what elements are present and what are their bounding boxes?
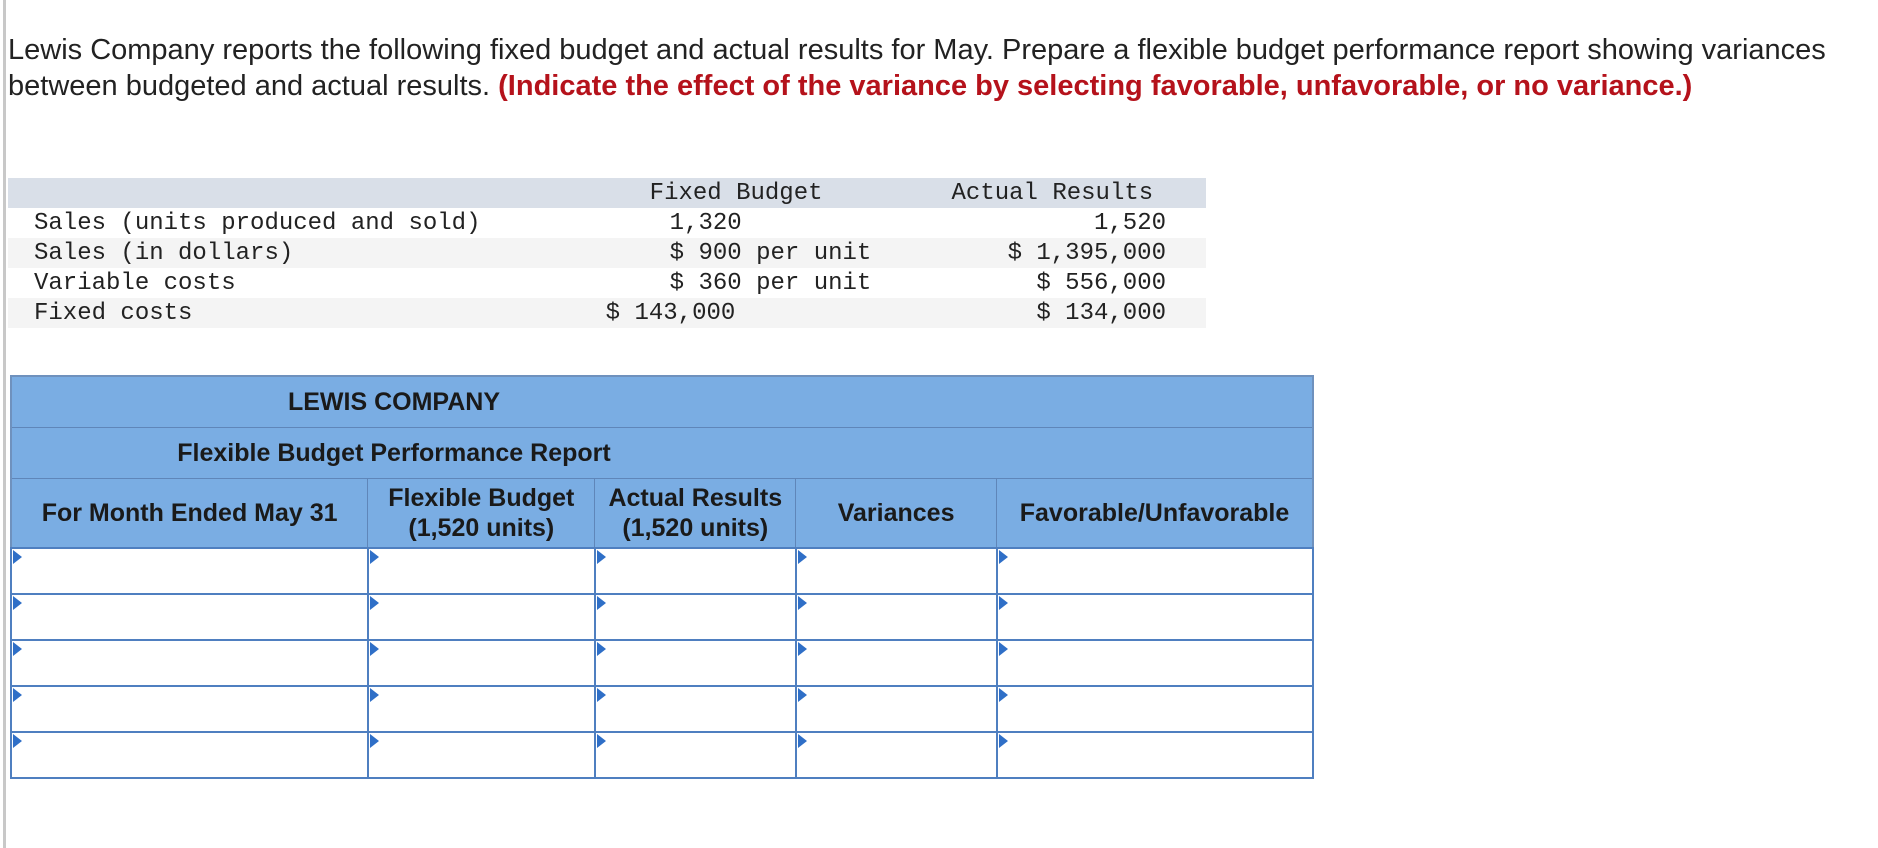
favorable-unfavorable-select-cell[interactable] xyxy=(997,640,1313,686)
flexible-budget-input-cell[interactable] xyxy=(368,640,595,686)
report-input-rows xyxy=(11,548,1313,778)
fixed-unit: per unit xyxy=(741,239,872,267)
variance-input[interactable] xyxy=(797,687,996,731)
actual-results-input-cell[interactable] xyxy=(595,640,796,686)
label-input-cell[interactable] xyxy=(11,640,368,686)
left-border xyxy=(3,0,6,848)
dropdown-marker-icon[interactable] xyxy=(370,642,379,656)
actual-results-input-cell[interactable] xyxy=(595,548,796,594)
favorable-unfavorable-select-cell[interactable] xyxy=(997,686,1313,732)
favorable-unfavorable-select-cell[interactable] xyxy=(997,548,1313,594)
data-header-blank xyxy=(8,178,580,208)
data-row-actual: 1,520 xyxy=(1093,209,1166,237)
question-text xyxy=(8,32,1868,104)
dropdown-marker-icon[interactable] xyxy=(13,688,22,702)
fixed-value: $ 360 xyxy=(669,269,742,297)
variance-input-cell[interactable] xyxy=(796,594,997,640)
variance-input-cell[interactable] xyxy=(796,686,997,732)
dropdown-marker-icon[interactable] xyxy=(370,550,379,564)
label-input-cell[interactable] xyxy=(11,732,368,778)
label-input[interactable] xyxy=(12,595,367,639)
favorable-unfavorable-select[interactable] xyxy=(998,733,1312,777)
header-fixed-budget: Fixed Budget xyxy=(580,178,928,208)
col-flexible-budget xyxy=(368,479,595,549)
col-favorable-unfavorable: Favorable/Unfavorable xyxy=(997,479,1313,549)
actual-results-input[interactable] xyxy=(596,733,795,777)
favorable-unfavorable-select-cell[interactable] xyxy=(997,732,1313,778)
favorable-unfavorable-select-cell[interactable] xyxy=(997,594,1313,640)
question-body: Lewis Company reports the following fixed budget and actual results for May. Prepare a flexible budget performance report showing variances between budgeted and actual results. xyxy=(8,34,1826,102)
col-actual-results xyxy=(595,479,796,549)
header-actual-results: Actual Results xyxy=(928,178,1206,208)
dropdown-marker-icon[interactable] xyxy=(798,596,807,610)
question-instruction: (Indicate the effect of the variance by selecting favorable, unfavorable, or no variance.) xyxy=(498,70,1693,102)
dropdown-marker-icon[interactable] xyxy=(999,734,1008,748)
favorable-unfavorable-select[interactable] xyxy=(998,641,1312,685)
col-variances: Variances xyxy=(796,479,997,549)
actual-results-input[interactable] xyxy=(596,641,795,685)
dropdown-marker-icon[interactable] xyxy=(370,734,379,748)
fixed-value: 1,320 xyxy=(669,209,742,237)
dropdown-marker-icon[interactable] xyxy=(999,596,1008,610)
dropdown-marker-icon[interactable] xyxy=(597,734,606,748)
label-input[interactable] xyxy=(12,641,367,685)
report-title-row xyxy=(11,428,1313,479)
dropdown-marker-icon[interactable] xyxy=(999,550,1008,564)
dropdown-marker-icon[interactable] xyxy=(597,642,606,656)
dropdown-marker-icon[interactable] xyxy=(13,642,22,656)
dropdown-marker-icon[interactable] xyxy=(13,550,22,564)
actual-results-input[interactable] xyxy=(596,687,795,731)
dropdown-marker-icon[interactable] xyxy=(597,596,606,610)
favorable-unfavorable-select[interactable] xyxy=(998,549,1312,593)
dropdown-marker-icon[interactable] xyxy=(597,688,606,702)
favorable-unfavorable-select[interactable] xyxy=(998,595,1312,639)
data-row-fixed xyxy=(580,208,928,238)
dropdown-marker-icon[interactable] xyxy=(13,596,22,610)
label-input[interactable] xyxy=(12,549,367,593)
dropdown-marker-icon[interactable] xyxy=(798,642,807,656)
data-row xyxy=(8,268,1206,298)
label-input-cell[interactable] xyxy=(11,686,368,732)
dropdown-marker-icon[interactable] xyxy=(798,688,807,702)
data-row xyxy=(8,238,1206,268)
favorable-unfavorable-select[interactable] xyxy=(998,687,1312,731)
report-input-row xyxy=(11,686,1313,732)
variance-input[interactable] xyxy=(797,595,996,639)
given-data-table xyxy=(8,178,1206,328)
variance-input[interactable] xyxy=(797,549,996,593)
data-row-actual: $ 134,000 xyxy=(928,298,1206,328)
label-input-cell[interactable] xyxy=(11,548,368,594)
flexible-budget-report xyxy=(10,375,1314,779)
dropdown-marker-icon[interactable] xyxy=(999,642,1008,656)
report-company xyxy=(11,376,1313,428)
data-row-fixed xyxy=(580,268,928,298)
flexible-budget-input[interactable] xyxy=(369,595,594,639)
variance-input[interactable] xyxy=(797,733,996,777)
col-flexible-budget-line1: Flexible Budget xyxy=(388,484,575,512)
flexible-budget-input-cell[interactable] xyxy=(368,548,595,594)
report-company-row xyxy=(11,376,1313,428)
data-row-fixed xyxy=(580,298,928,328)
dropdown-marker-icon[interactable] xyxy=(798,550,807,564)
data-row-fixed xyxy=(580,238,928,268)
flexible-budget-input[interactable] xyxy=(369,687,594,731)
data-row-label: Fixed costs xyxy=(8,298,580,328)
actual-results-input-cell[interactable] xyxy=(595,686,796,732)
dropdown-marker-icon[interactable] xyxy=(13,734,22,748)
report-input-row xyxy=(11,548,1313,594)
actual-results-input[interactable] xyxy=(596,549,795,593)
flexible-budget-input[interactable] xyxy=(369,641,594,685)
variance-input-cell[interactable] xyxy=(796,732,997,778)
label-input[interactable] xyxy=(12,733,367,777)
dropdown-marker-icon[interactable] xyxy=(370,688,379,702)
data-header-row xyxy=(8,178,1206,208)
col-actual-results-line1: Actual Results xyxy=(608,484,783,512)
actual-results-input[interactable] xyxy=(596,595,795,639)
data-row xyxy=(8,208,1206,238)
flexible-budget-input-cell[interactable] xyxy=(368,594,595,640)
variance-input[interactable] xyxy=(797,641,996,685)
flexible-budget-input[interactable] xyxy=(369,549,594,593)
fixed-unit: per unit xyxy=(741,269,872,297)
report-column-header-row xyxy=(11,479,1313,549)
col-actual-results-line2: (1,520 units) xyxy=(622,514,769,542)
report-title xyxy=(11,428,1313,479)
flexible-budget-input-cell[interactable] xyxy=(368,732,595,778)
col-period: For Month Ended May 31 xyxy=(11,479,368,549)
report-input-row xyxy=(11,732,1313,778)
actual-results-input-cell[interactable] xyxy=(595,594,796,640)
dropdown-marker-icon[interactable] xyxy=(597,550,606,564)
data-row xyxy=(8,298,1206,328)
flexible-budget-input-cell[interactable] xyxy=(368,686,595,732)
data-row-actual: $ 556,000 xyxy=(1036,269,1166,297)
data-row-label: Variable costs xyxy=(34,269,236,297)
data-row-label: Sales (in dollars) xyxy=(8,238,580,268)
report-input-row xyxy=(11,594,1313,640)
variance-input-cell[interactable] xyxy=(796,640,997,686)
variance-input-cell[interactable] xyxy=(796,548,997,594)
dropdown-marker-icon[interactable] xyxy=(370,596,379,610)
report-title-text: Flexible Budget Performance Report xyxy=(177,438,611,467)
label-input[interactable] xyxy=(12,687,367,731)
data-row-label: Sales (units produced and sold) xyxy=(34,209,481,237)
dropdown-marker-icon[interactable] xyxy=(798,734,807,748)
company-name: LEWIS COMPANY xyxy=(287,387,501,416)
fixed-value: $ 900 xyxy=(669,239,742,267)
report-input-row xyxy=(11,640,1313,686)
fixed-value: $ 143,000 xyxy=(605,299,736,327)
col-flexible-budget-line2: (1,520 units) xyxy=(408,514,555,542)
dropdown-marker-icon[interactable] xyxy=(999,688,1008,702)
flexible-budget-input[interactable] xyxy=(369,733,594,777)
data-row-actual: $ 1,395,000 xyxy=(928,238,1206,268)
actual-results-input-cell[interactable] xyxy=(595,732,796,778)
label-input-cell[interactable] xyxy=(11,594,368,640)
